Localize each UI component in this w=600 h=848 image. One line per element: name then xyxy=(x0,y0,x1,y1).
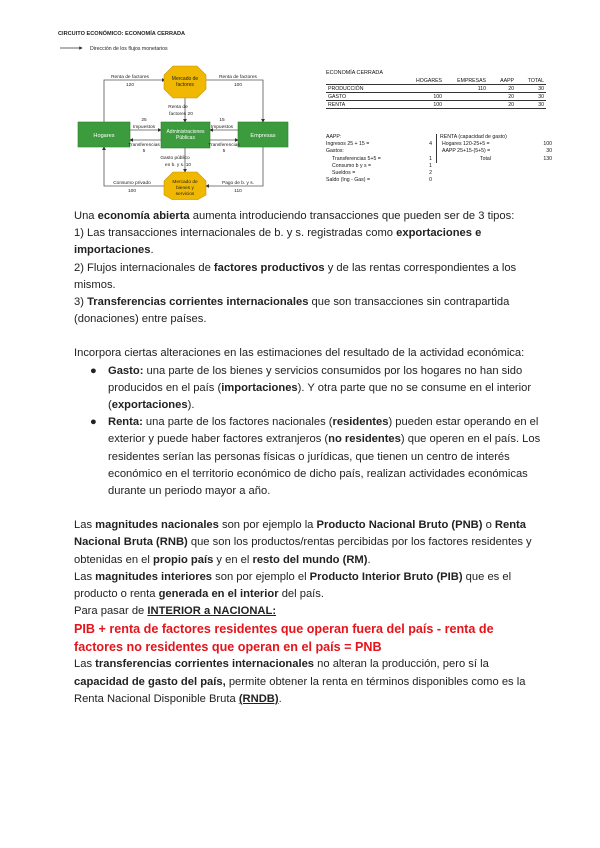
svg-text:100: 100 xyxy=(233,83,243,88)
table-row: AAPP 25+15-(5+5) = 30 xyxy=(442,148,552,155)
svg-text:Administraciones: Administraciones xyxy=(166,129,205,135)
table-row: Transferencias 5+5 = 1 xyxy=(332,155,432,162)
flow-hogares-to-mercado-factores xyxy=(104,80,165,122)
svg-text:Consumo privado: Consumo privado xyxy=(113,181,151,186)
svg-text:Empresas: Empresas xyxy=(250,133,276,139)
svg-text:Mercado de: Mercado de xyxy=(171,76,199,82)
renta-table xyxy=(436,134,552,163)
mercado-bienes-node xyxy=(164,172,206,200)
table-row: Saldo (Ing - Gas) = 0 xyxy=(326,177,432,184)
svg-text:Renta de factores: Renta de factores xyxy=(111,75,149,80)
bullet-icon: ● xyxy=(90,364,97,377)
table-row: Hogares 120-25+5 = 100 xyxy=(442,141,552,148)
economia-cerrada-table xyxy=(326,70,546,109)
svg-text:Mercado de: Mercado de xyxy=(172,180,198,185)
list-item: ● Renta: una parte de los factores nacionales (residentes) pueden estar operando en el exterior y puede haber factores extranjeros (no residentes) que operen en el país. Los residentes serían las personas físicas o jurídicas, que tienen un centro de interés económico en el territorio económico de dicho país, realizan actividades económicas durante un periodo mayor a año. xyxy=(90,416,541,498)
empresas-node xyxy=(238,122,288,147)
table-row: GASTO 100 20 30 xyxy=(328,93,544,100)
svg-text:Transferencias: Transferencias xyxy=(128,143,160,148)
table-row: Sueldos = 2 xyxy=(332,169,432,176)
table-row: PRODUCCIÓN 110 20 30 xyxy=(328,85,544,92)
paragraph-economia-abierta: Una economía abierta aumenta introduciendo transacciones que pueden ser de 3 tipos: xyxy=(74,210,515,222)
paragraph-tipo-2: 2) Flujos internacionales de factores productivos y de las rentas correspondientes a los mismos. xyxy=(74,261,517,291)
paragraph-alteraciones: Incorpora ciertas alteraciones en las estimaciones del resultado de la actividad económica: xyxy=(74,347,525,360)
svg-text:5: 5 xyxy=(222,149,226,154)
paragraph-magnitudes-interiores: Las magnitudes interiores son por ejemplo el Producto Interior Bruto (PIB) que es el producto o renta generada en el interior del país. xyxy=(74,570,512,601)
list-item: ● Gasto: una parte de los bienes y servicios consumidos por los hogares no han sido producidos en el país (importaciones). Y otra parte que no se consume en el interior (exportaciones). xyxy=(90,364,532,412)
paragraph-pasar-interior-nacional: Para pasar de INTERIOR a NACIONAL: xyxy=(74,605,277,618)
paragraph-tipo-1: 1) Las transacciones internacionales de b. y s. registradas como exportaciones e importaciones. xyxy=(74,227,482,257)
svg-text:factores 20: factores 20 xyxy=(169,112,193,117)
svg-text:servicios: servicios xyxy=(175,192,195,197)
svg-text:Renta de factores: Renta de factores xyxy=(219,75,257,80)
mercado-factores-node xyxy=(164,66,206,98)
svg-text:15: 15 xyxy=(219,118,225,123)
table1-header: HOGARES EMPRESAS AAPP TOTAL xyxy=(326,77,546,85)
hogares-node xyxy=(78,122,130,147)
table-row: RENTA 100 20 30 xyxy=(328,101,544,108)
document-body xyxy=(74,208,544,708)
paragraph-transferencias: Las transferencias corrientes internacionales no alteran la producción, pero sí la capacidad de gasto del país, permite obtener la renta en términos disponibles como es la Renta Nacional Disponible Bruta (RNDB). xyxy=(74,658,526,705)
svg-text:100: 100 xyxy=(127,189,137,194)
table-row: Consumo b y s = 1 xyxy=(332,162,432,169)
svg-text:110: 110 xyxy=(234,189,242,194)
svg-text:Renta de: Renta de xyxy=(168,105,188,110)
paragraph-tipo-3: 3) Transferencias corrientes internacionales que son transacciones sin contrapartida (donaciones) entre países. xyxy=(74,296,510,326)
economic-circuit-diagram xyxy=(58,28,298,200)
paragraph-magnitudes-nacionales: Las magnitudes nacionales son por ejemplo la Producto Nacional Bruto (PNB) o Renta Nacional Bruta (RNB) que son los productos/rentas percibidas por los factores residentes y obtenidas en el propio país y en el resto del mundo (RM). xyxy=(74,519,532,566)
legend-label: Dirección de los flujos monetarios xyxy=(90,46,168,52)
table-row: Ingresos 25 + 15 = 4 xyxy=(326,141,432,148)
svg-text:Impuestos: Impuestos xyxy=(210,125,234,130)
svg-text:120: 120 xyxy=(125,83,135,88)
svg-text:Pago de b. y s.: Pago de b. y s. xyxy=(222,181,254,186)
svg-text:5: 5 xyxy=(142,149,146,154)
table-row: RENTA (capacidad de gasto) xyxy=(440,134,507,140)
svg-text:en b. y s. 10: en b. y s. 10 xyxy=(164,163,192,168)
svg-text:bienes y: bienes y xyxy=(176,186,194,191)
svg-text:factores: factores xyxy=(176,82,194,88)
table-row: Total 130 xyxy=(480,155,552,162)
formula-pib-pnb: PIB + renta de factores residentes que operan fuera del país - renta de factores no residentes que operan en el país = PNB xyxy=(74,622,494,655)
svg-text:Públicas: Públicas xyxy=(176,135,195,141)
bullet-icon: ● xyxy=(90,416,97,429)
administraciones-node xyxy=(161,122,210,148)
svg-text:Hogares: Hogares xyxy=(93,133,115,139)
svg-text:Gasto público: Gasto público xyxy=(160,156,190,161)
table-row: AAPP: xyxy=(326,134,342,140)
aapp-table xyxy=(326,134,432,184)
svg-text:Transferencias: Transferencias xyxy=(208,143,240,148)
svg-text:25: 25 xyxy=(141,118,147,123)
table1-title: ECONOMÍA CERRADA xyxy=(326,70,383,76)
svg-text:Impuestos: Impuestos xyxy=(132,125,156,130)
alteraciones-list xyxy=(74,363,544,501)
table-row: Gastos: xyxy=(326,148,344,155)
diagram-title: CIRCUITO ECONÓMICO: ECONOMÍA CERRADA xyxy=(58,31,186,37)
